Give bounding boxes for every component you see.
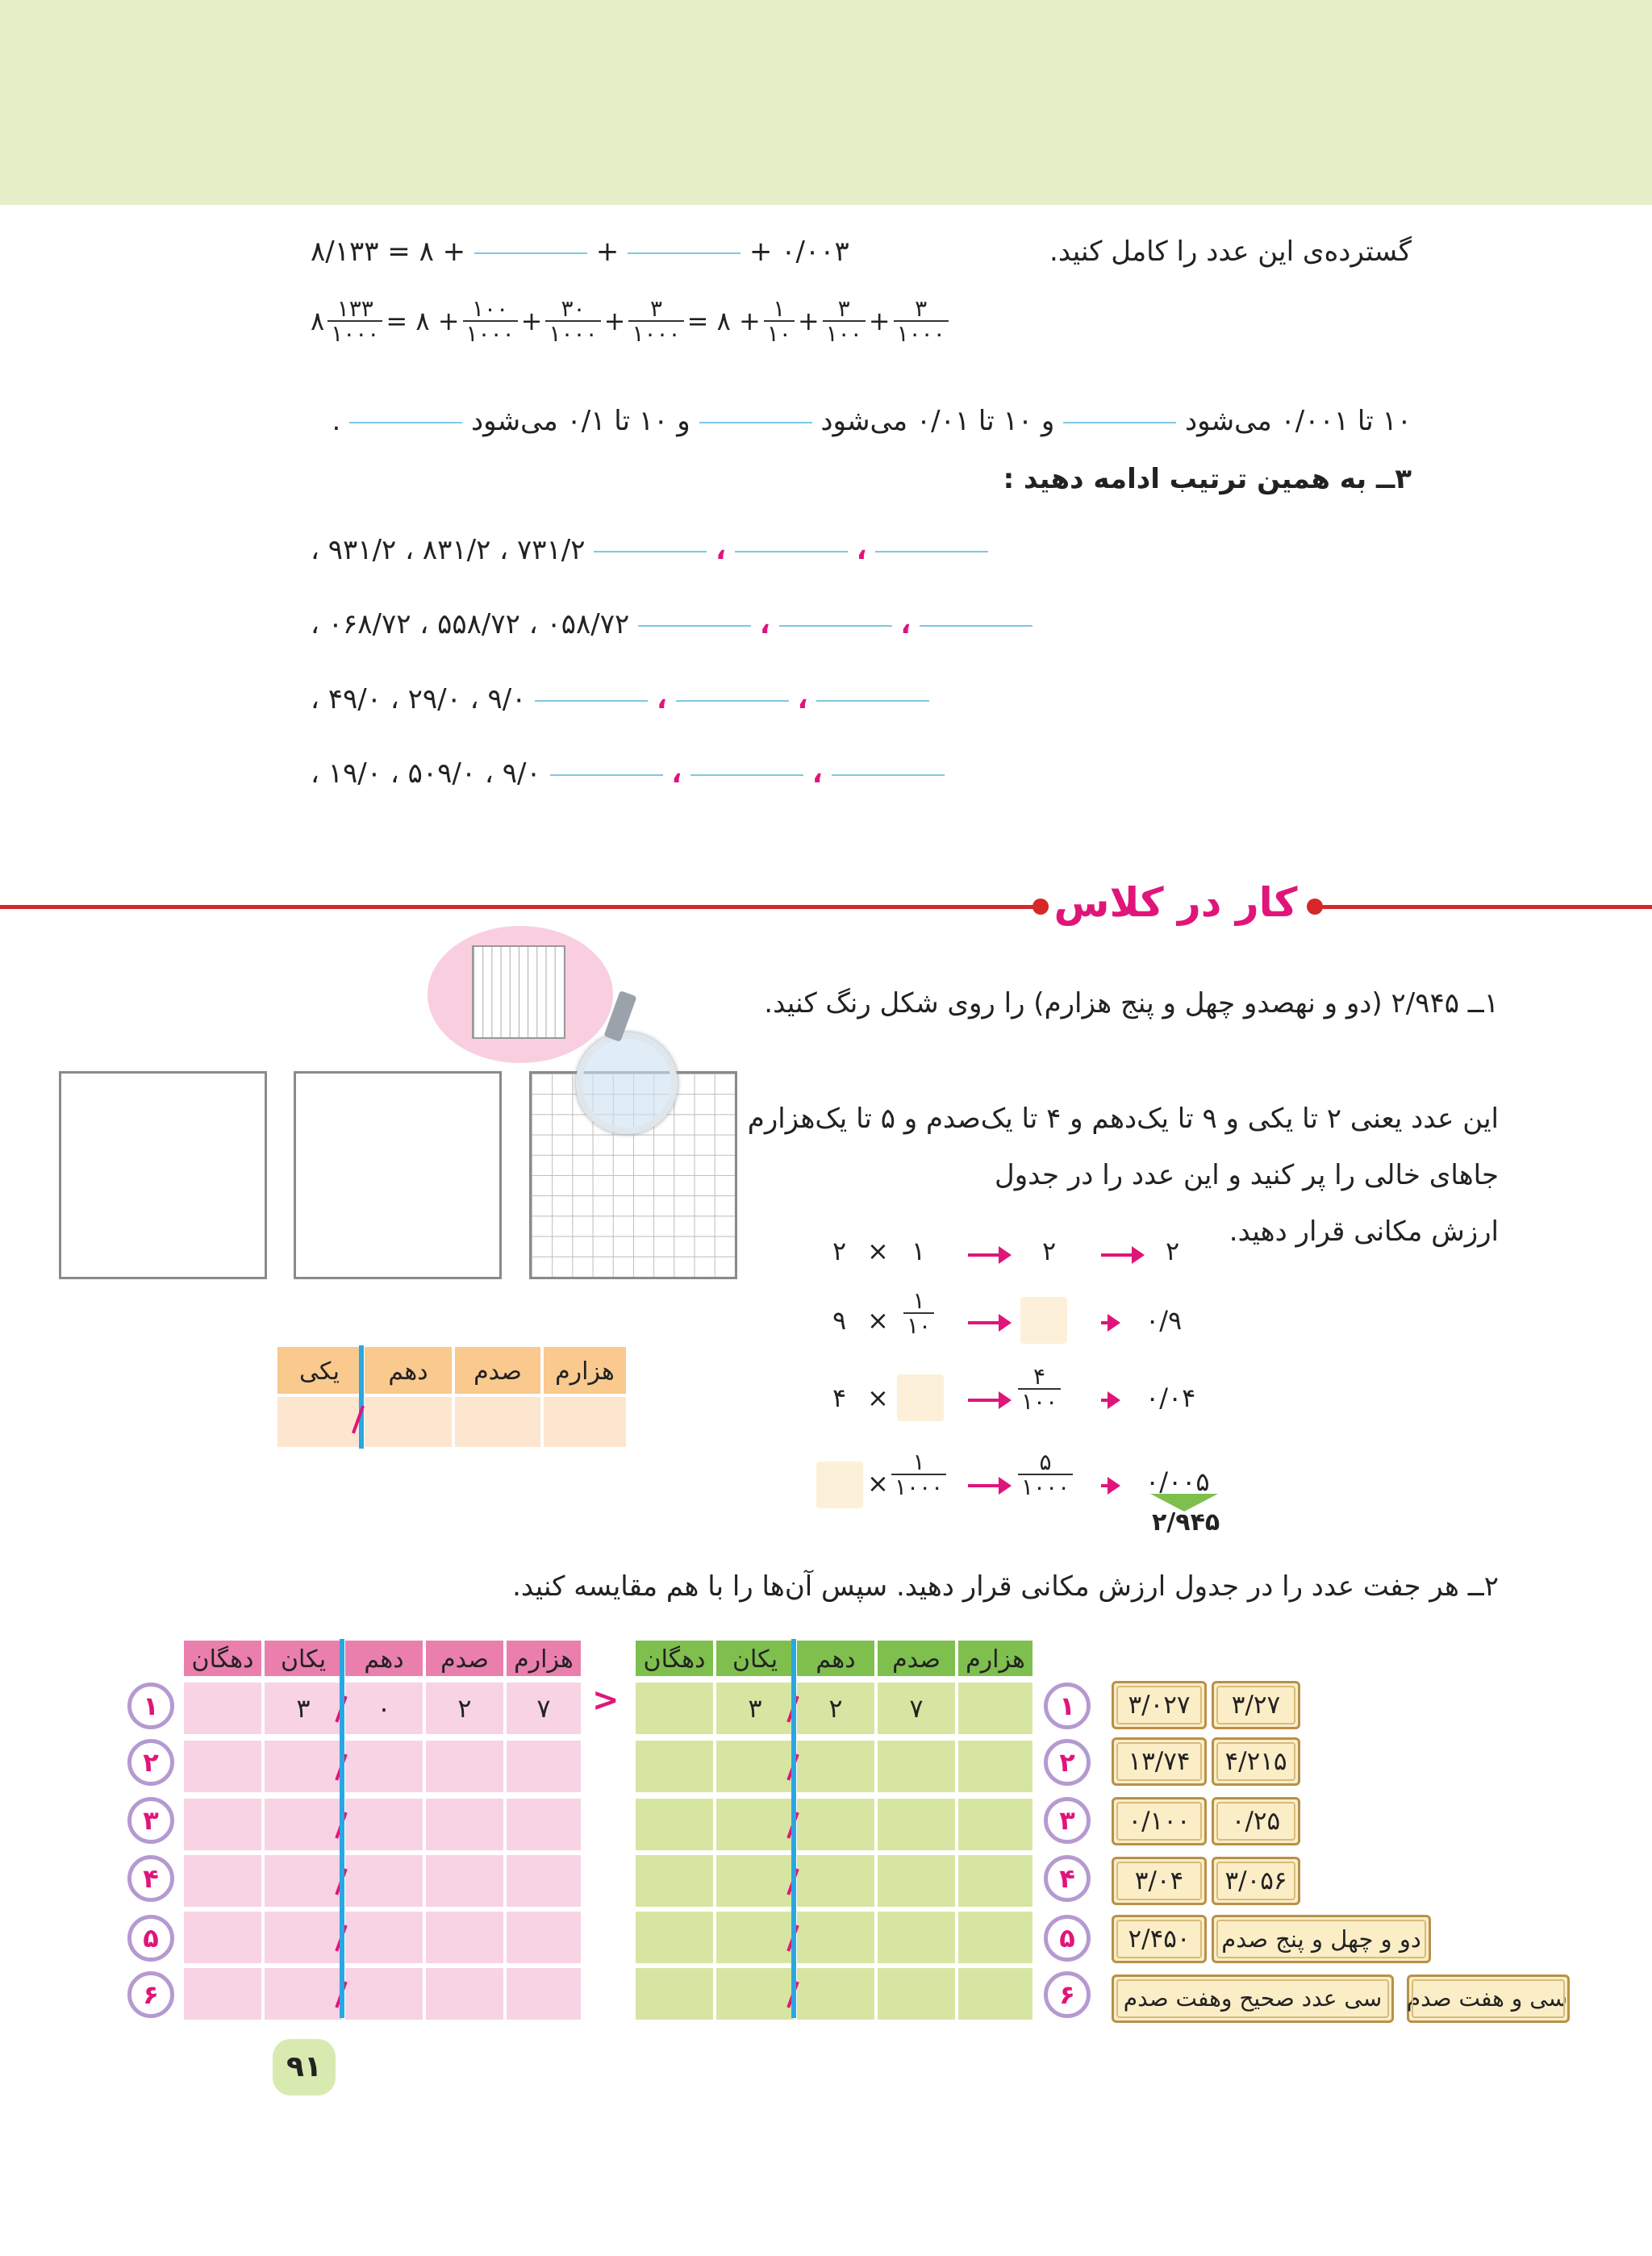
fraction: $\frac{۱۰۰}{۱۰۰۰}$ <box>463 297 518 346</box>
plus-sign: + <box>520 306 543 337</box>
table-head: هزارم <box>505 1639 582 1678</box>
row-number: ۲ <box>127 1739 174 1786</box>
calc-row-2 <box>823 1289 1226 1353</box>
blank-input[interactable] <box>349 422 462 423</box>
calc-result: ۰/۰۰۵ <box>1145 1466 1210 1497</box>
table-cell[interactable] <box>263 1910 344 1965</box>
comma: ، <box>715 534 727 566</box>
ten-part-2: و ۱۰ تا ۰/۰۱ می‌شود <box>820 405 1055 437</box>
blank-input[interactable] <box>690 774 803 776</box>
table-head: دهگان <box>634 1639 715 1678</box>
fraction: $\frac{۳}{۱۰۰۰}$ <box>894 297 949 346</box>
table-head: هزارم <box>542 1345 628 1395</box>
section-title: کار در کلاس <box>1053 879 1298 926</box>
table-cell[interactable] <box>182 1966 263 2021</box>
comma: ، <box>657 683 667 715</box>
table-cell[interactable] <box>453 1395 542 1449</box>
fraction: $\frac{۳}{۱۰۰۰}$ <box>628 297 683 346</box>
table-cell[interactable] <box>182 1910 263 1965</box>
table-cell[interactable]: ۰ <box>344 1681 424 1736</box>
row-number: ۲ <box>1044 1739 1091 1786</box>
blank-input[interactable] <box>594 551 707 553</box>
table-head: دهم <box>344 1639 424 1678</box>
table-cell[interactable] <box>795 1797 876 1852</box>
blank-input[interactable] <box>920 625 1032 627</box>
calc-row-1 <box>823 1236 1226 1276</box>
comma: ، <box>759 608 770 640</box>
decimal-divider <box>340 1639 344 2018</box>
blank-input[interactable] <box>1063 422 1176 423</box>
table-head: یکی <box>276 1345 363 1395</box>
table-cell[interactable] <box>363 1395 453 1449</box>
blank-input[interactable] <box>628 252 740 254</box>
fraction: $\frac{۱۳۳}{۱۰۰۰}$ <box>327 297 382 346</box>
table-cell[interactable] <box>715 1854 795 1908</box>
number-tag: ۱۳/۷۴ <box>1112 1737 1207 1786</box>
fraction: ۵ ۱۰۰۰ <box>1018 1450 1073 1499</box>
fraction: ۱ ۱۰ <box>903 1289 934 1338</box>
row-number: ۵ <box>127 1915 174 1962</box>
table-cell[interactable] <box>876 1966 957 2021</box>
table-cell[interactable] <box>715 1797 795 1852</box>
table-cell[interactable] <box>957 1681 1034 1736</box>
table-cell[interactable] <box>634 1739 715 1794</box>
table-cell[interactable] <box>263 1854 344 1908</box>
table-cell[interactable] <box>344 1854 424 1908</box>
compare-sign: > <box>592 1682 620 1719</box>
table-cell[interactable] <box>634 1910 715 1965</box>
sequence-values: ۲۷/۸۵۰ ، ۲۷/۸۵۵ ، ۲۷/۸۶۰ ، <box>311 608 630 640</box>
calc-result: ۲ <box>1166 1236 1180 1266</box>
number-tag: ۳/۰۲۷ <box>1112 1681 1207 1729</box>
blank-square[interactable] <box>294 1071 502 1279</box>
table-cell[interactable] <box>263 1797 344 1852</box>
blank-input[interactable] <box>676 700 789 702</box>
answer-box[interactable] <box>1020 1297 1067 1344</box>
table-head: صدم <box>424 1639 505 1678</box>
calc-digit: ۴ <box>832 1382 847 1413</box>
number-tag: ۲/۴۵۰ <box>1112 1915 1207 1963</box>
table-cell[interactable] <box>715 1739 795 1794</box>
calc-digit: ۲ <box>832 1236 847 1266</box>
fraction: ۴ ۱۰۰ <box>1018 1365 1061 1414</box>
sequence-row <box>311 532 988 568</box>
decimal-divider <box>359 1345 364 1449</box>
whole-part: ۸ <box>311 306 325 337</box>
table-cell[interactable]: ۳ <box>715 1681 795 1736</box>
number-tag: ۳/۰۵۶ <box>1212 1857 1300 1905</box>
comma: ، <box>811 757 823 790</box>
table-head: یکان <box>715 1639 795 1678</box>
expand-left: ۸/۱۳۳ = ۸ + <box>311 236 466 268</box>
row-number: ۱ <box>1044 1683 1091 1729</box>
table-cell[interactable] <box>424 1797 505 1852</box>
table-cell[interactable] <box>795 1966 876 2021</box>
table-cell[interactable] <box>344 1910 424 1965</box>
table-cell[interactable] <box>876 1854 957 1908</box>
section-dot-left <box>1032 899 1049 915</box>
table-head: دهم <box>795 1639 876 1678</box>
arrow-icon <box>968 1484 1000 1487</box>
row-number: ۳ <box>127 1797 174 1844</box>
times-sign: × <box>867 1468 889 1499</box>
table-cell[interactable] <box>424 1854 505 1908</box>
table-cell[interactable] <box>795 1854 876 1908</box>
table-cell[interactable] <box>276 1395 363 1449</box>
blank-input[interactable] <box>779 625 892 627</box>
calc-row-3 <box>823 1365 1226 1437</box>
page-number: ۹۱ <box>273 2039 336 2095</box>
table-head: یکان <box>263 1639 344 1678</box>
table-cell[interactable] <box>344 1739 424 1794</box>
table-cell[interactable] <box>876 1739 957 1794</box>
table-cell[interactable] <box>505 1797 582 1852</box>
plus-sign: + <box>868 306 891 337</box>
cq1-line2: جاهای خالی را پر کنید و این عدد را در جدول <box>995 1159 1499 1191</box>
table-cell[interactable]: ۷ <box>876 1681 957 1736</box>
number-tag: سی عدد صحیح وهفت صدم <box>1112 1975 1394 2023</box>
times-sign: × <box>867 1236 889 1266</box>
equals-sign: = ۸ + <box>386 306 460 337</box>
table-head: دهگان <box>182 1639 263 1678</box>
blank-input[interactable] <box>699 422 812 423</box>
plus-sign: + <box>595 236 620 268</box>
comma: ، <box>856 534 867 566</box>
sequence-row <box>311 682 929 717</box>
blank-input[interactable] <box>638 625 751 627</box>
blank-input[interactable] <box>816 700 929 702</box>
table-head: هزارم <box>957 1639 1034 1678</box>
table-cell[interactable] <box>542 1395 628 1449</box>
row-number: ۳ <box>1044 1797 1091 1844</box>
table-cell[interactable] <box>876 1910 957 1965</box>
answer-box[interactable] <box>897 1374 944 1421</box>
table-cell[interactable] <box>424 1739 505 1794</box>
sequence-values: ۲/۱۳۷ ، ۲/۱۳۸ ، ۲/۱۳۹ ، <box>311 534 586 566</box>
blank-input[interactable] <box>550 774 663 776</box>
row-number: ۴ <box>1044 1855 1091 1902</box>
table-cell[interactable] <box>957 1854 1034 1908</box>
table-cell[interactable] <box>876 1797 957 1852</box>
row-number: ۶ <box>1044 1971 1091 2018</box>
dot: . <box>332 405 341 437</box>
row-number: ۴ <box>127 1855 174 1902</box>
fraction: $\frac{۳۰}{۱۰۰۰}$ <box>545 297 600 346</box>
header-band <box>0 0 1652 205</box>
expand-equation <box>311 234 849 269</box>
table-cell[interactable] <box>505 1854 582 1908</box>
calc-result: ۰/۹ <box>1145 1305 1183 1336</box>
calc-digit: ۱ <box>912 1236 926 1266</box>
blank-input[interactable] <box>535 700 648 702</box>
comma: ، <box>900 608 912 640</box>
table-cell[interactable] <box>344 1797 424 1852</box>
cq1-title: ۱ــ ۲/۹۴۵ (دو و نهصدو چهل و پنج هزارم) را روی شکل رنگ کنید. <box>764 987 1499 1020</box>
table-cell[interactable] <box>715 1966 795 2021</box>
number-tag: سی و هفت صدم <box>1407 1975 1570 2023</box>
sequence-row <box>311 756 945 791</box>
section-dot-right <box>1307 899 1323 915</box>
times-sign: × <box>867 1382 889 1413</box>
number-tag: ۴/۲۱۵ <box>1212 1737 1300 1786</box>
fraction: $\frac{۳}{۱۰۰}$ <box>823 297 866 346</box>
ten-times-line <box>332 403 1412 439</box>
times-sign: × <box>867 1305 889 1336</box>
table-cell[interactable]: ۷ <box>505 1681 582 1736</box>
table-cell[interactable] <box>634 1797 715 1852</box>
cq1-line3: ارزش مکانی قرار دهید. <box>1229 1216 1499 1248</box>
calc-digit: ۹ <box>832 1305 847 1336</box>
arrow-icon <box>968 1253 1000 1257</box>
magnifier-icon <box>576 1032 678 1134</box>
table-cell[interactable] <box>263 1739 344 1794</box>
plus-sign: + <box>797 306 820 337</box>
arrow-icon <box>968 1321 1000 1324</box>
number-tag: ۳/۲۷ <box>1212 1681 1300 1729</box>
table-cell[interactable] <box>182 1681 263 1736</box>
blank-input[interactable] <box>875 551 988 553</box>
blank-input[interactable] <box>474 252 587 254</box>
plus-sign: + <box>603 306 626 337</box>
expand-right: + ۰/۰۰۳ <box>749 236 849 268</box>
table-cell[interactable] <box>634 1854 715 1908</box>
table-cell[interactable] <box>505 1739 582 1794</box>
table-cell[interactable]: ۲ <box>795 1681 876 1736</box>
sequence-values: ۰/۹ ، ۰/۹۰۵ ، ۰/۹۱ ، <box>311 757 541 790</box>
table-cell[interactable]: ۲ <box>424 1681 505 1736</box>
arrow-icon <box>1101 1399 1109 1402</box>
table-cell[interactable] <box>505 1910 582 1965</box>
cq2-title: ۲ــ هر جفت عدد را در جدول ارزش مکانی قرار دهید. سپس آن‌ها را با هم مقایسه کنید. <box>512 1570 1499 1603</box>
sequence-row <box>311 607 1032 642</box>
fraction-expansion <box>311 297 949 346</box>
table-cell[interactable] <box>182 1797 263 1852</box>
table-cell[interactable] <box>795 1910 876 1965</box>
total-value: ۲/۹۴۵ <box>1152 1508 1220 1537</box>
arrow-icon <box>1101 1253 1133 1257</box>
section-line-right <box>1316 905 1652 909</box>
table-cell[interactable] <box>182 1854 263 1908</box>
answer-box[interactable] <box>816 1462 863 1508</box>
blank-input[interactable] <box>832 774 945 776</box>
sequence-values: ۰/۹ ، ۰/۹۲ ، ۰/۹۴ ، <box>311 683 527 715</box>
table-cell[interactable] <box>634 1681 715 1736</box>
calc-result: ۰/۰۴ <box>1145 1382 1196 1413</box>
cq1-line1: این عدد یعنی ۲ تا یکی و ۹ تا یک‌دهم و ۴ تا یک‌صدم و ۵ تا یک‌هزارم <box>747 1103 1499 1135</box>
row-number: ۱ <box>127 1683 174 1729</box>
ten-part-1: ۱۰ تا ۰/۰۰۱ می‌شود <box>1184 405 1412 437</box>
table-cell[interactable] <box>263 1966 344 2021</box>
table-cell[interactable] <box>957 1910 1034 1965</box>
number-tag: دو و چهل و پنج صدم <box>1212 1915 1431 1963</box>
table-cell[interactable] <box>634 1966 715 2021</box>
table-cell[interactable] <box>344 1966 424 2021</box>
arrow-icon <box>1101 1484 1109 1487</box>
table-cell[interactable]: ۳ <box>263 1681 344 1736</box>
number-tag: ۰/۲۵ <box>1212 1797 1300 1845</box>
q3-title: ۳ــ به همین ترتیب ادامه دهید : <box>1003 463 1412 495</box>
comma: ، <box>671 757 682 790</box>
row-number: ۵ <box>1044 1915 1091 1962</box>
table-cell[interactable] <box>957 1966 1034 2021</box>
table-cell[interactable] <box>957 1739 1034 1794</box>
row-number: ۶ <box>127 1971 174 2018</box>
arrow-icon <box>968 1399 1000 1402</box>
table-head: صدم <box>453 1345 542 1395</box>
table-cell[interactable] <box>795 1739 876 1794</box>
ten-part-3: و ۱۰ تا ۰/۱ می‌شود <box>470 405 690 437</box>
table-head: صدم <box>876 1639 957 1678</box>
calc-digit: ۲ <box>1042 1236 1057 1266</box>
fraction: $\frac{۱}{۱۰}$ <box>764 297 795 346</box>
blank-input[interactable] <box>735 551 848 553</box>
table-cell[interactable] <box>424 1966 505 2021</box>
table-cell[interactable] <box>424 1910 505 1965</box>
number-tag: ۰/۱۰۰ <box>1112 1797 1207 1845</box>
table-head: دهم <box>363 1345 453 1395</box>
table-cell[interactable] <box>182 1739 263 1794</box>
table-cell[interactable] <box>957 1797 1034 1852</box>
fraction: ۱ ۱۰۰۰ <box>891 1450 946 1499</box>
table-cell[interactable] <box>715 1910 795 1965</box>
arrow-icon <box>1101 1321 1109 1324</box>
section-line-left <box>0 905 1039 909</box>
blank-square[interactable] <box>59 1071 267 1279</box>
comma: ، <box>797 683 808 715</box>
zoomed-strip-icon <box>472 945 565 1039</box>
expand-instruction: گسترده‌ی این عدد را کامل کنید. <box>1049 236 1412 268</box>
number-tag: ۳/۰۴ <box>1112 1857 1207 1905</box>
equals-sign: = ۸ + <box>686 306 761 337</box>
table-cell[interactable] <box>505 1966 582 2021</box>
decimal-divider <box>791 1639 796 2018</box>
